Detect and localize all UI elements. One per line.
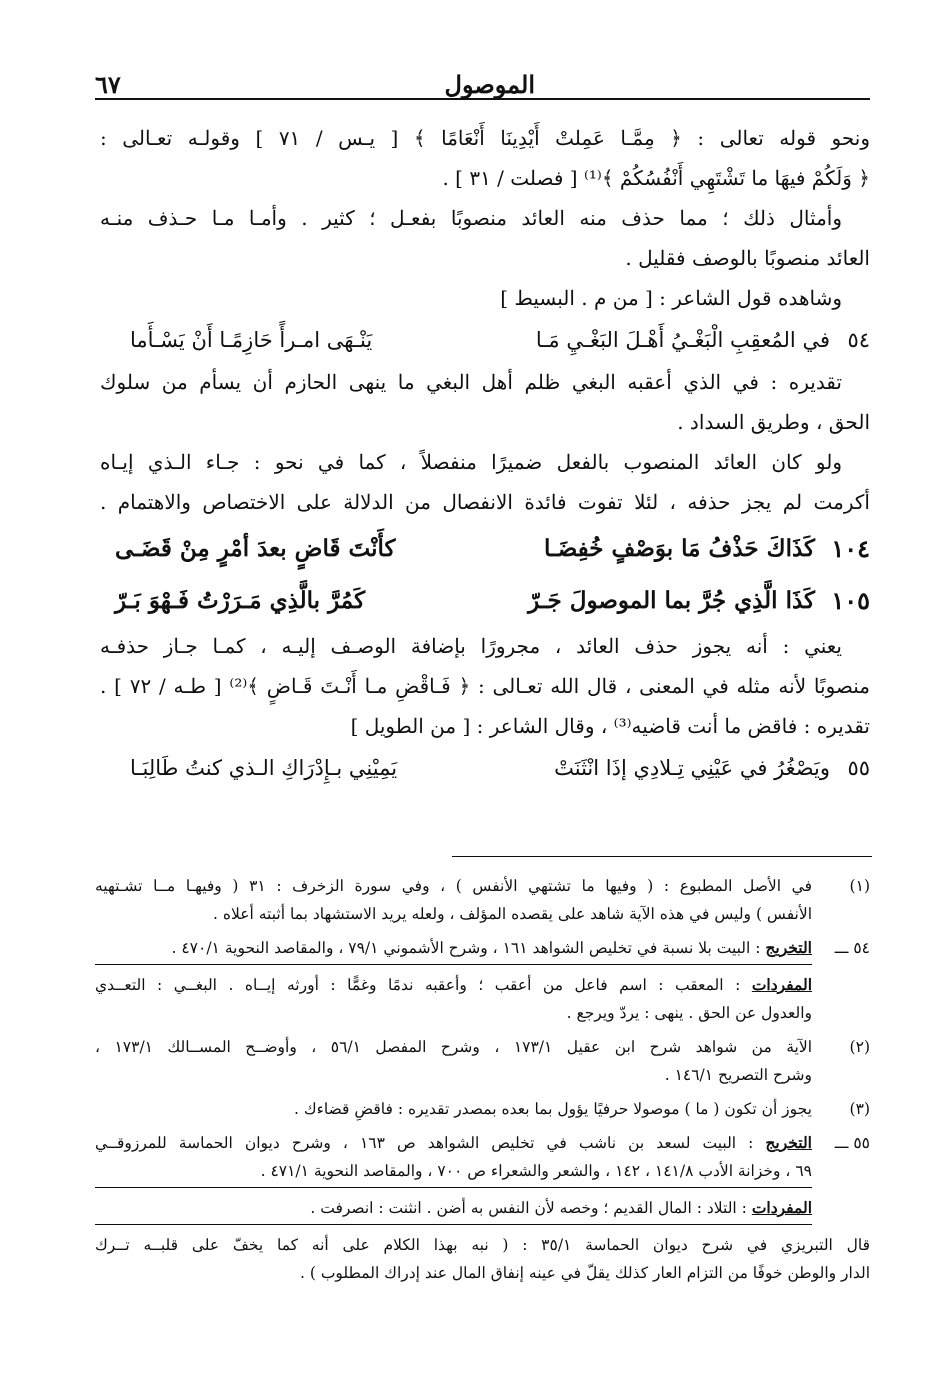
poem-verse-55 xyxy=(100,746,870,790)
page-number: ٦٧ xyxy=(95,70,121,99)
header-divider xyxy=(95,98,870,100)
verse-second-hemistich: يَمِيْنِي بـإِدْرَاكِ الـذي كنتُ طَالِبَـا xyxy=(130,756,398,780)
verse-number: ٥٤ xyxy=(847,328,870,352)
mufradat-text: : التلاد : المال القديم ؛ وخصه لأن النفس به أضن . انثنت : انصرفت . xyxy=(310,1199,752,1217)
verse-second-hemistich: كأَنْتَ قَاضٍ بعدَ أمْرٍ مِنْ قَضَـى xyxy=(115,534,396,562)
mufradat-text: : المعقب : اسم فاعل من أعقب ؛ وأعقبه ندمًا وغمًّا : أورثه إيــاه . البغــي : التعــدي xyxy=(95,976,752,994)
footnote-number: (٣) xyxy=(849,1100,870,1118)
verse-second-hemistich: يَنْـهَى امـرأً حَازِمًـا أَنْ يَسْـأَما xyxy=(130,328,373,352)
text-line: منصوبًا لأنه مثله في المعنى ، قال الله تعـالى : ﴿ فَـاقْضِ مـا أَنْـتَ قَـاضٍ ﴾⁽²⁾ [ طـه / ٧٢ ] . xyxy=(100,674,870,698)
verse-first-hemistich: كَذَا الَّذِي جُرَّ بما الموصولَ جَـرّ xyxy=(528,586,815,614)
verse-number: ١٠٥ xyxy=(831,585,870,615)
footnote-rule xyxy=(95,1187,812,1188)
chapter-title: الموصول xyxy=(444,70,535,99)
footnote-divider xyxy=(452,856,872,857)
footnote-number: ٥٤ ـــ xyxy=(834,939,870,957)
verse-number: ٥٥ xyxy=(847,756,870,780)
footnote-2 xyxy=(95,1033,870,1089)
footnote-line: الدار والوطن خوفًا من التزام العار كذلك يقلّ في عينه إنفاق المال عند إدراك المطلوب ) . xyxy=(299,1264,870,1282)
verse-first-hemistich: في المُعقِبِ الْبَغْـيُ أَهْـلَ البَغْـيِ مَـا xyxy=(535,328,830,352)
footnotes xyxy=(95,872,870,1287)
verse-first-hemistich: كَذَاكَ حَذْفُ مَا بوَصْفٍ خُفِضَـا xyxy=(543,534,815,562)
mufradat-label: المفردات xyxy=(751,975,812,994)
footnote-line: قال التبريزي في شرح ديوان الحماسة ٣٥/١ : ( نبه بهذا الكلام على أنه كما يخفّ على قلبــه تــرك xyxy=(95,1236,870,1254)
poem-verse-54 xyxy=(100,318,870,362)
footnote-line: ٦٩ ، وخزانة الأدب ١٤١/٨ ، ١٤٢ ، والشعر والشعراء ص ٧٠٠ ، والمقاصد النحوية ٤٧١/١ . xyxy=(260,1162,812,1180)
footnote-number: ٥٥ ـــ xyxy=(834,1134,870,1152)
text-line: وأمثال ذلك ؛ مما حذف منه العائد منصوبًا بفعـل ؛ كثير . وأمـا مـا حـذف منـه xyxy=(100,206,842,230)
footnote-55 xyxy=(95,1129,870,1231)
footnote-rule xyxy=(95,1224,812,1225)
text-line: وشاهده قول الشاعر : [ من م . البسيط ] xyxy=(500,286,842,310)
alfiya-verse-104 xyxy=(100,522,870,574)
main-text xyxy=(100,118,870,790)
footnote-line: في الأصل المطبوع : ( وفيها ما تشتهي الأنفس ) ، وفي سورة الزخرف : ٣١ ( وفيهـا مــا تشـتهيه xyxy=(95,877,812,895)
text-line: يعني : أنه يجوز حذف العائد ، مجرورًا بإضافة الوصـف إليـه ، كمـا جـاز حذفـه xyxy=(100,634,842,658)
footnote-line: يجوز أن تكون ( ما ) موصولا حرفيًا يؤول بما بعده بمصدر تقديره : فاقضِ قضاءك . xyxy=(293,1100,812,1118)
text-line: ﴿ وَلَكُمْ فيهَا ما تَشْتَهِي أَنْفُسُكُمْ ﴾⁽¹⁾ [ فصلت / ٣١ ] . xyxy=(442,166,870,190)
footnote-54 xyxy=(95,934,870,1027)
page-header xyxy=(95,70,865,100)
takhrij-text: : البيت لسعد بن ناشب في تخليص الشواهد ص ١٦٣ ، وشرح ديوان الحماسة للمرزوقــي xyxy=(95,1134,766,1152)
footnote-number: (١) xyxy=(849,877,870,895)
takhrij-text: : البيت بلا نسبة في تخليص الشواهد ١٦١ ، وشرح الأشموني ٧٩/١ ، والمقاصد النحوية ٤٧٠/١ . xyxy=(171,939,766,957)
takhrij-label: التخريج xyxy=(765,938,812,957)
footnote-number: (٢) xyxy=(849,1038,870,1056)
footnote-line xyxy=(95,934,812,962)
text-line: تقديره : فاقض ما أنت قاضيه⁽³⁾ ، وقال الشاعر : [ من الطويل ] xyxy=(350,714,870,738)
verse-first-hemistich: ويَصْغُرُ في عَيْنِي تِـلادِي إذَا انْثَنَتْ xyxy=(554,756,830,780)
footnote-line: الآية من شواهد شرح ابن عقيل ١٧٣/١ ، وشرح المفصل ٥٦/١ ، وأوضــح المســالك ١٧٣/١ ، xyxy=(95,1038,812,1056)
mufradat-label: المفردات xyxy=(751,1198,812,1217)
footnote-line xyxy=(95,1194,812,1222)
text-line: الحق ، وطريق السداد . xyxy=(677,410,870,434)
text-line: ولو كان العائد المنصوب بالفعل ضميرًا منفصلاً ، كما في نحو : جـاء الـذي إيـاه xyxy=(100,450,842,474)
text-line: تقديره : في الذي أعقبه البغي ظلم أهل البغي ما ينهى الحازم أن يسأم من سلوك xyxy=(100,370,842,394)
text-line: العائد منصوبًا بالوصف فقليل . xyxy=(625,246,870,270)
footnote-3 xyxy=(95,1095,870,1123)
footnote-1 xyxy=(95,872,870,928)
footnote-line: الأنفس ) وليس في هذه الآية شاهد على يقصده المؤلف ، ولعله يريد الاستشهاد بما أثبته أعلاه . xyxy=(213,905,812,923)
footnote-line xyxy=(95,971,812,999)
text-line: ونحو قوله تعالى : ﴿ مِمَّـا عَمِلتْ أَيْدِينَا أَنْعَامًا ﴾ [ يـس / ٧١ ] وقولـه تعـالى : xyxy=(100,126,870,150)
footnote-line: وشرح التصريح ١٤٦/١ . xyxy=(664,1066,812,1084)
alfiya-verse-105 xyxy=(100,574,870,626)
footnote-line xyxy=(95,1129,812,1157)
text-line: أكرمت لم يجز حذفه ، لئلا تفوت فائدة الانفصال من الدلالة على الاختصاص والاهتمام . xyxy=(100,490,870,514)
footnote-line: والعدول عن الحق . ينهى : يردّ ويرجع . xyxy=(566,1004,812,1022)
takhrij-label: التخريج xyxy=(765,1133,812,1152)
verse-number: ١٠٤ xyxy=(831,533,870,563)
verse-second-hemistich: كَمُرَّ بالَّذِي مَـرَرْتُ فَـهْوَ بَـرّ xyxy=(115,586,366,614)
footnote-rule xyxy=(95,964,812,965)
